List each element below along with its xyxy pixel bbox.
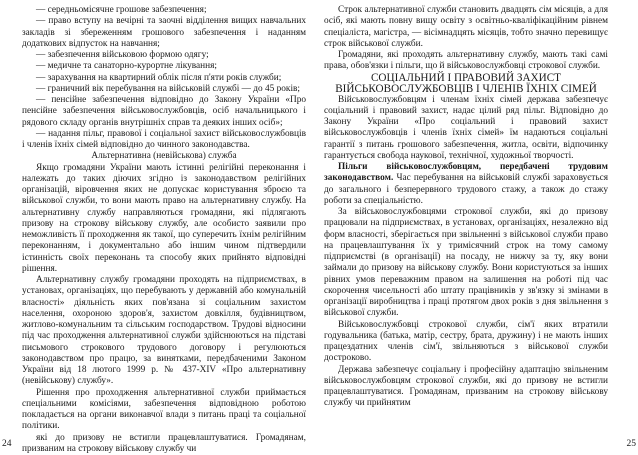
paragraph: Строк альтернативної служби становить двадцять сім місяців, а для осіб, які мають повну вищу освіту з освітньо-кваліфікаційним рівнем спеціаліста, магістра, — вісімнадцять місяців, тобто значно перевищує строк військової служби. bbox=[324, 5, 608, 50]
paragraph: Громадяни, які проходять альтернативну службу, мають такі самі права, обов'язки і пільги, що й військовослужбовці строкової служби. bbox=[324, 50, 608, 73]
bold-lead-text: Пільги військовослужбовцям, передбачені трудовим законодавством. bbox=[324, 162, 608, 183]
paragraph: Військовослужбовці строкової служби, сім'ї яких втратили годувальника (батька, матір, сестру, брата, дружину) і не мають інших працездатних членів сім'ї, звільняються з військової служби достроково. bbox=[324, 320, 608, 365]
section-heading: СОЦІАЛЬНИЙ І ПРАВОВИЙ ЗАХИСТ ВІЙСЬКОВОСЛУЖБОВЦІВ І ЧЛЕНІВ ЇХНІХ СІМЕЙ bbox=[324, 73, 608, 95]
right-page bbox=[324, 5, 608, 445]
text-line: — пенсійне забезпечення відповідно до Закону України «Про пенсійне забезпечення військовослужбовців, осіб начальницького і рядового складу органів внутрішніх справ та деяких інших осіб»; bbox=[22, 95, 306, 129]
page-number-right: 25 bbox=[627, 439, 637, 449]
text-line: — право вступу на вечірні та заочні відділення вищих навчальних закладів зі збереженням грошового забезпечення і наданням додаткових відпусток на навчання; bbox=[22, 16, 306, 50]
page-number-left: 24 bbox=[2, 439, 12, 449]
paragraph: Альтернативну службу громадяни проходять на підприємствах, в установах, організаціях, що перебувають у державній або комунальній власності» діяльність яких пов'язана зі соціальним захистом населення, охороною здоров'я, захистом довкілля, будівництвом, житлово-комунальним та сільським господарством. Трудові відносини під час проходження альтернативної служби здійснюються на підставі письмового строкового трудового договору і регулюються законодавством про працю, за винятками, передбаченими Законом України від 18 лютого 1999 р. № 437-ХІV «Про альтернативну (невійськову) службу». bbox=[22, 275, 306, 388]
paragraph: Якщо громадяни України мають істинні релігійні переконання і належать до таких діючих згідно із законодавством релігійних організацій, віровчення яких не допускає користування зброєю та військової служби, то вони мають право на альтернативну службу. На альтернативну службу направляються громадяни, які підлягають призову на строкову військову службу, але особисто заявили про неможливість її проходження як такої, що суперечить їхнім релігійним переконанням, і документально або іншим чином підтвердили істинність своїх переконань та способу яких прийнято відповідні рішення. bbox=[22, 163, 306, 276]
paragraph: За військовослужбовцями строкової служби, які до призову працювали на підприємствах, в установах, організаціях, незалежно від форм власності, зберігається при звільненні з військової служби право на працевлаштування їх у тримісячний строк на тому самому підприємстві (в організації) на посаду, не нижчу за ту, яку вони займали до призову на військову службу. Вони користуються за інших рівних умов переважним правом на залишення на роботі під час скорочення чисельності або штату працівників у зв'язку зі змінами в організації виробництва і праці протягом двох років з дня звільнення з військової служби. bbox=[324, 207, 608, 320]
text-line: — граничний вік перебування на військовій службі — до 45 років; bbox=[22, 84, 306, 95]
text-line: — медичне та санаторно-курортне лікування; bbox=[22, 61, 306, 72]
text-line: — надання пільг, правової і соціальної захист військовослужбовців і членів їхніх сімей відповідно до чинного законодавства. bbox=[22, 129, 306, 152]
text-line: — зарахування на квартирний облік після п'яти років служби; bbox=[22, 73, 306, 84]
paragraph: Держава забезпечує соціальну і професійну адаптацію звільненим військовослужбовцям строкової служби, які до призову не встигли працевлаштуватися. Громадянам, призваним на строкову військову службу чи прийнятим bbox=[324, 365, 608, 410]
left-page bbox=[22, 5, 306, 445]
paragraph: які до призову не встигли працевлаштуватися. Громадянам, призваним на строкову військову службу чи bbox=[22, 433, 306, 455]
paragraph: Рішення про проходження альтернативної служби приймається спеціальними комісіями, забезпечення відповідною роботою покладається на органи виконавчої влади з питань праці та соціальної політики. bbox=[22, 388, 306, 433]
paragraph-body-text: Час перебування на військовій службі зараховується до загального і безперервного трудового стажу, а також до стажу роботи за спеціальністю. bbox=[324, 173, 608, 206]
text-line: — середньомісячне грошове забезпечення; bbox=[22, 5, 306, 16]
paragraph-bold-lead bbox=[324, 162, 608, 207]
text-line: — забезпечення військовою формою одягу; bbox=[22, 50, 306, 61]
section-subheading: Альтернативна (невійськова) служба bbox=[22, 151, 306, 162]
paragraph: Військовослужбовцям і членам їхніх сімей держава забезпечує соціальний і правовий захист, надає цілий ряд пільг. Відповідно до Закону України «Про соціальний і правовий захист військовослужбовців і членів їхніх сімей» їм надаються соціальні гарантії з питань грошового забезпечення, житла, освіти, відпочинку гарантується свобода наукової, технічної, художньої творчості. bbox=[324, 95, 608, 163]
